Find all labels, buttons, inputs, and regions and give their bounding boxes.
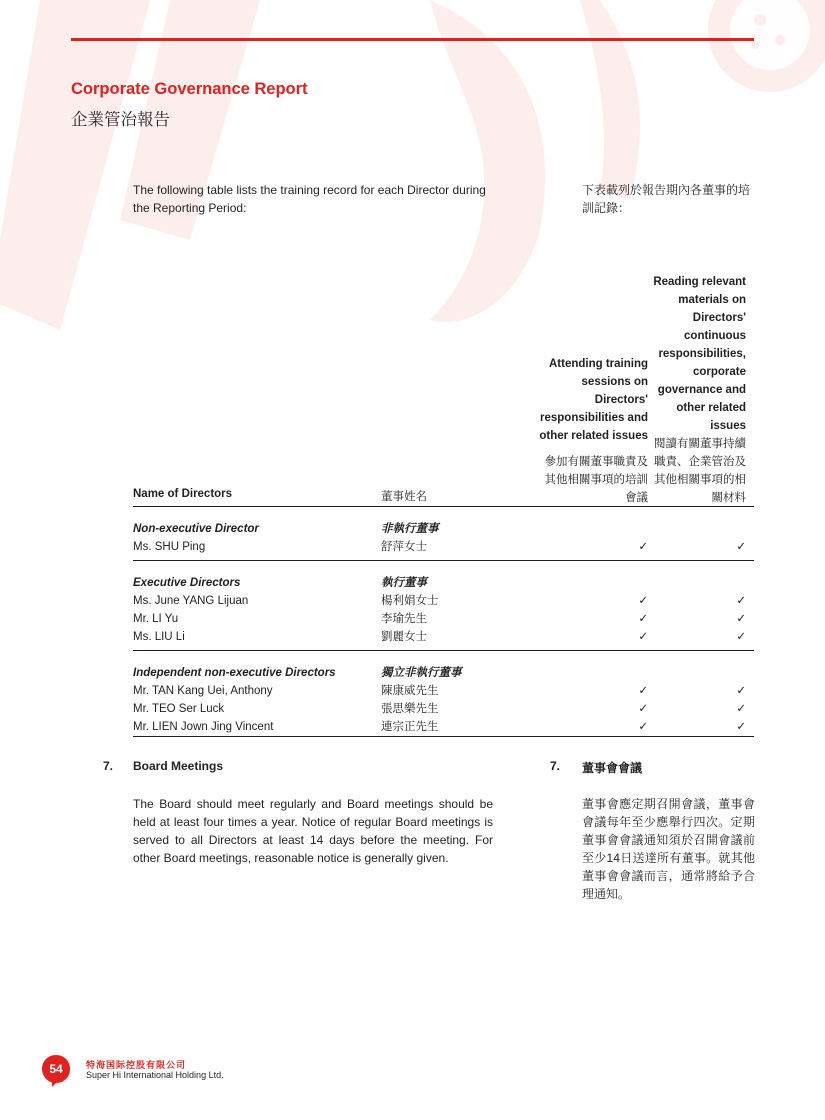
table-row xyxy=(133,538,754,556)
check-mark-icon: ✓ xyxy=(638,631,648,643)
table-group-divider xyxy=(133,560,754,561)
table-category-row xyxy=(133,520,754,538)
table-category-row xyxy=(133,664,754,682)
check-mark-icon: ✓ xyxy=(638,613,648,625)
company-name-en: Super Hi International Holding Ltd. xyxy=(86,1070,224,1080)
table-row xyxy=(133,610,754,628)
check-mark-icon: ✓ xyxy=(736,631,746,643)
category-label-zh: 非執行董事 xyxy=(381,523,439,535)
check-mark-icon: ✓ xyxy=(638,595,648,607)
table-row xyxy=(133,592,754,610)
director-name-en: Mr. LI Yu xyxy=(133,613,179,625)
director-name-en: Ms. June YANG Lijuan xyxy=(133,595,249,607)
section-number-zh: 7. xyxy=(550,759,561,773)
group-executive xyxy=(133,574,754,646)
check-mark-icon: ✓ xyxy=(638,703,648,715)
section-body-zh: 董事會應定期召開會議，董事會會議每年至少應舉行四次。定期董事會會議通知須於召開會議前至少14日送達所有董事。就其他董事會會議而言，通常將給予合理通知。 xyxy=(582,797,755,901)
check-mark-icon: ✓ xyxy=(736,541,746,553)
table-row xyxy=(133,718,754,736)
director-name-en: Mr. TEO Ser Luck xyxy=(133,703,225,715)
check-mark-icon: ✓ xyxy=(638,541,648,553)
column-header-attending-training xyxy=(538,355,648,507)
check-mark-icon: ✓ xyxy=(638,685,648,697)
column-header-reading-materials xyxy=(646,273,746,507)
director-name-zh: 陳康威先生 xyxy=(381,685,439,697)
header-rule xyxy=(71,38,754,41)
group-independent-non-executive xyxy=(133,664,754,736)
intro-text-zh: 下表載列於報告期內各董事的培訓記錄： xyxy=(582,183,751,215)
check-mark-icon: ✓ xyxy=(736,721,746,733)
company-name-zh: 特海国际控股有限公司 xyxy=(86,1060,187,1070)
director-name-en: Mr. TAN Kang Uei, Anthony xyxy=(133,685,273,697)
intro-text-en: The following table lists the training record for each Director during the Reporting Period: xyxy=(133,183,486,215)
category-label-en: Non-executive Director xyxy=(133,523,259,535)
check-mark-icon: ✓ xyxy=(736,703,746,715)
check-mark-icon: ✓ xyxy=(638,721,648,733)
check-mark-icon: ✓ xyxy=(736,595,746,607)
table-bottom-rule xyxy=(133,736,754,737)
column-header-reading-materials-zh: 閱讀有關董事持續職責、企業管治及其他相關事項的相關材料 xyxy=(654,438,746,504)
table-row xyxy=(133,628,754,646)
director-name-en: Ms. SHU Ping xyxy=(133,541,206,553)
column-header-reading-materials-en: Reading relevant materials on Directors' continuous responsibilities, corporate governance and other related issues xyxy=(653,276,746,432)
category-label-zh: 執行董事 xyxy=(381,577,427,589)
table-group-divider xyxy=(133,650,754,651)
table-row xyxy=(133,682,754,700)
page-title-zh: 企業管治報告 xyxy=(71,111,170,129)
column-header-name-zh: 董事姓名 xyxy=(381,491,427,503)
table-category-row xyxy=(133,574,754,592)
page-title-en: Corporate Governance Report xyxy=(71,80,308,98)
director-name-zh: 連宗正先生 xyxy=(381,721,439,733)
table-row xyxy=(133,700,754,718)
category-label-zh: 獨立非執行董事 xyxy=(381,667,462,679)
check-mark-icon: ✓ xyxy=(736,613,746,625)
director-name-zh: 舒萍女士 xyxy=(381,541,427,553)
director-name-zh: 張思樂先生 xyxy=(381,703,439,715)
category-label-en: Executive Directors xyxy=(133,577,241,589)
section-title-en: Board Meetings xyxy=(133,759,224,773)
column-header-attending-training-zh: 參加有關董事職責及其他相關事項的培訓會議 xyxy=(544,456,648,504)
table-header-rule xyxy=(133,506,754,507)
column-header-attending-training-en: Attending training sessions on Directors' responsibilities and other related issues xyxy=(539,358,648,442)
section-number-en: 7. xyxy=(103,759,114,773)
director-name-zh: 楊利娟女士 xyxy=(381,595,439,607)
director-name-en: Ms. LIU Li xyxy=(133,631,185,643)
check-mark-icon: ✓ xyxy=(736,685,746,697)
director-name-en: Mr. LIEN Jown Jing Vincent xyxy=(133,721,274,733)
section-body-en: The Board should meet regularly and Board meetings should be held at least four times a year. Notice of regular Board meetings is served to all Directors at least 14 days before the meeting. For other Board meetings, reasonable notice is generally given. xyxy=(133,797,493,865)
section-title-zh: 董事會會議 xyxy=(582,761,643,775)
page-number: 54 xyxy=(49,1062,63,1076)
training-table-body xyxy=(133,520,754,754)
director-name-zh: 劉麗女士 xyxy=(381,631,427,643)
director-name-zh: 李瑜先生 xyxy=(381,613,427,625)
group-non-executive xyxy=(133,520,754,556)
column-header-name-en: Name of Directors xyxy=(133,488,233,500)
category-label-en: Independent non-executive Directors xyxy=(133,667,336,679)
